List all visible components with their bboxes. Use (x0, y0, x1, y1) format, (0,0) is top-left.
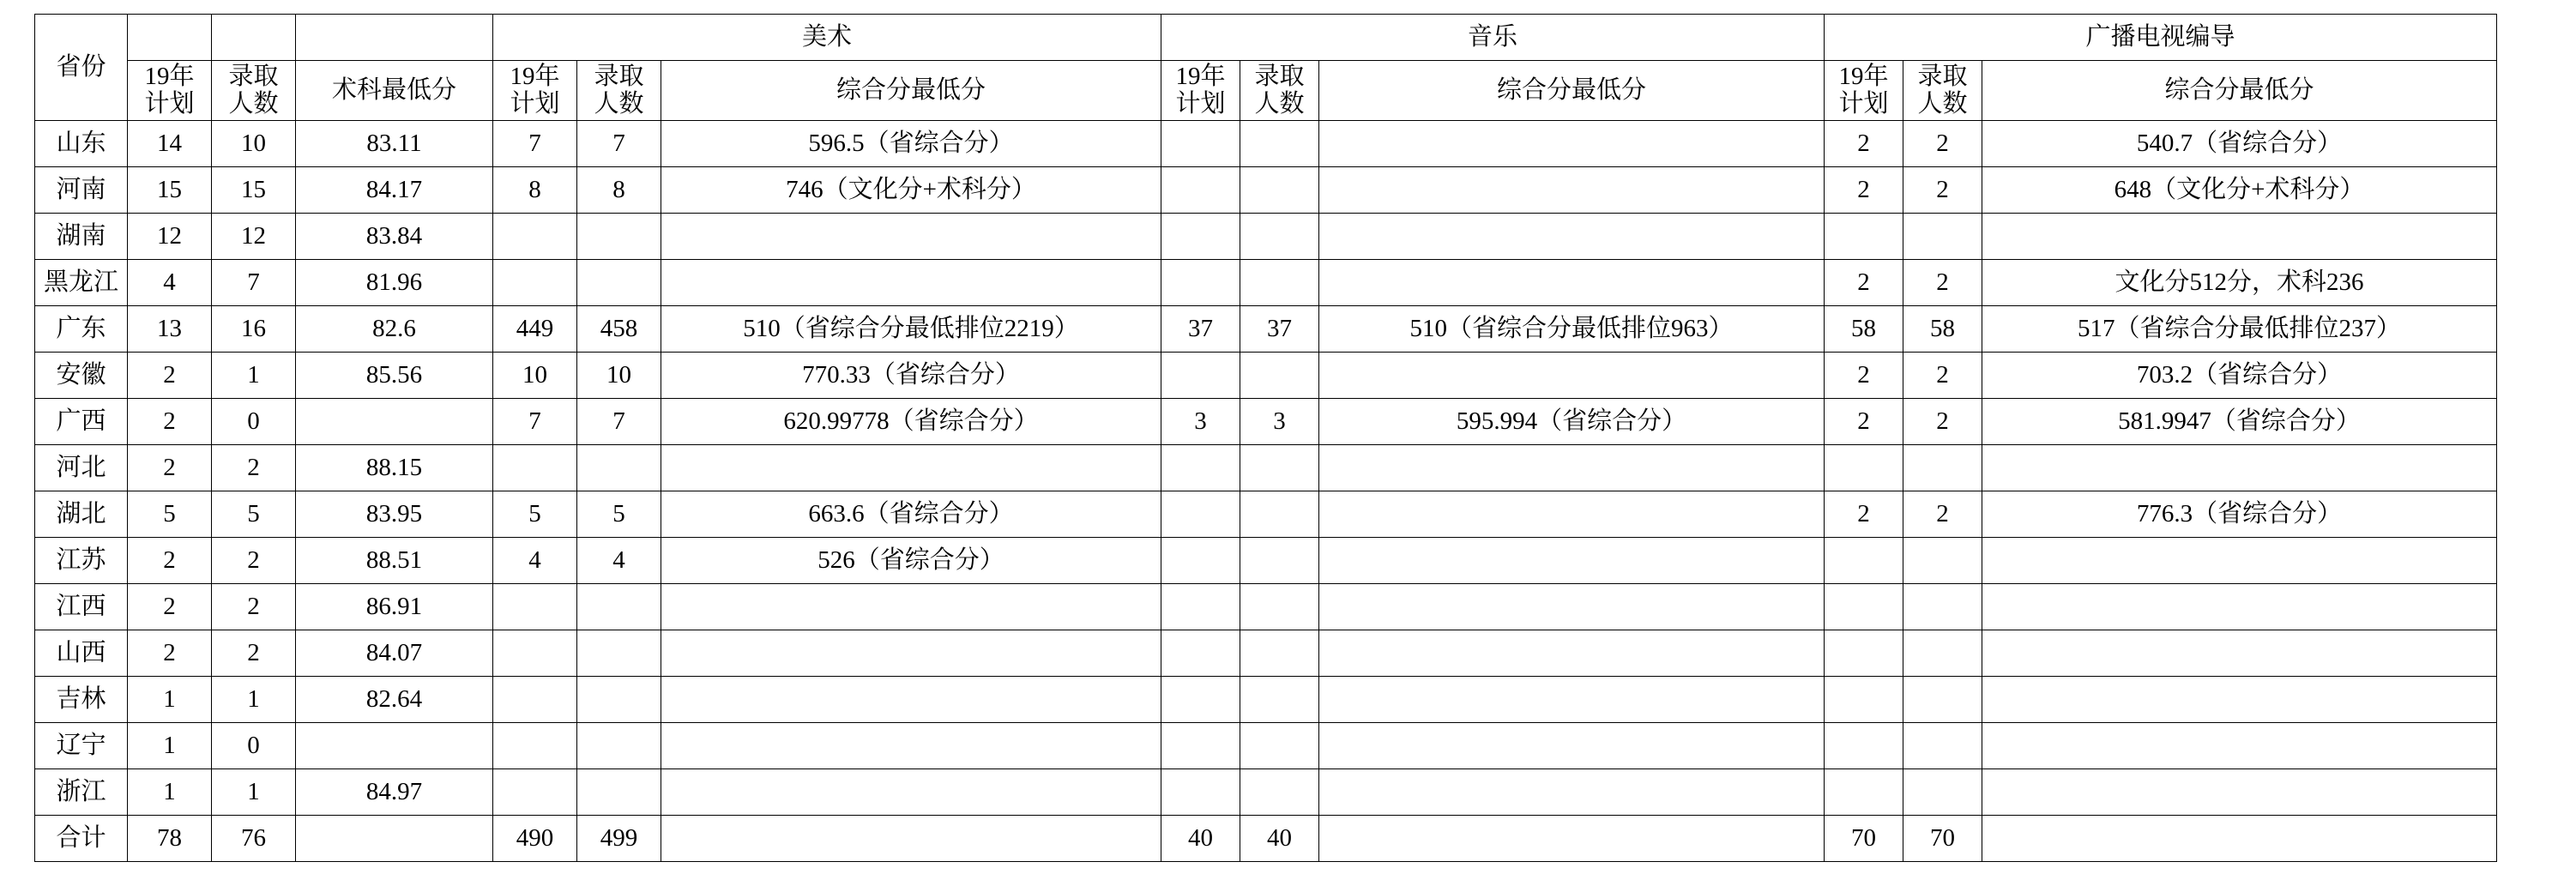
header-base-admitted (212, 61, 296, 121)
cell-music-plan (1161, 491, 1240, 537)
cell-bd-admitted (1903, 537, 1982, 583)
cell-bd-admitted: 2 (1903, 352, 1982, 398)
cell-art-plan (493, 676, 577, 722)
cell-total-art-admitted: 499 (577, 815, 661, 861)
header-art-plan-line1: 19年 (510, 63, 560, 90)
cell-art-admitted (577, 444, 661, 491)
header-blank-artmin (296, 15, 493, 61)
cell-art-score (661, 630, 1161, 676)
cell-art-admitted: 458 (577, 305, 661, 352)
cell-base-plan: 2 (128, 537, 212, 583)
cell-music-score (1319, 444, 1825, 491)
cell-music-score (1319, 166, 1825, 213)
cell-art-score: 663.6（省综合分） (661, 491, 1161, 537)
cell-art-score (661, 213, 1161, 259)
cell-province: 山东 (35, 120, 128, 166)
cell-bd-admitted (1903, 630, 1982, 676)
header-group-music: 音乐 (1161, 15, 1825, 61)
cell-music-admitted (1240, 537, 1319, 583)
cell-music-admitted (1240, 630, 1319, 676)
cell-art-admitted (577, 583, 661, 630)
cell-music-plan: 3 (1161, 398, 1240, 444)
cell-music-admitted (1240, 676, 1319, 722)
cell-base-artmin: 83.95 (296, 491, 493, 537)
cell-base-artmin: 82.64 (296, 676, 493, 722)
cell-bd-plan (1825, 537, 1903, 583)
cell-art-admitted: 4 (577, 537, 661, 583)
cell-base-admitted: 2 (212, 537, 296, 583)
table-row (35, 398, 2497, 444)
cell-music-admitted: 3 (1240, 398, 1319, 444)
cell-music-plan (1161, 537, 1240, 583)
cell-bd-plan (1825, 630, 1903, 676)
cell-base-plan: 15 (128, 166, 212, 213)
cell-bd-admitted: 58 (1903, 305, 1982, 352)
cell-music-admitted (1240, 166, 1319, 213)
cell-total-music-admitted: 40 (1240, 815, 1319, 861)
cell-bd-admitted: 2 (1903, 120, 1982, 166)
cell-music-plan (1161, 444, 1240, 491)
cell-art-plan: 7 (493, 120, 577, 166)
table-row (35, 352, 2497, 398)
header-art-admitted-line1: 录取 (594, 63, 644, 90)
cell-music-admitted (1240, 259, 1319, 305)
cell-base-plan: 2 (128, 398, 212, 444)
cell-bd-plan (1825, 768, 1903, 815)
cell-bd-score (1982, 583, 2497, 630)
cell-base-artmin: 86.91 (296, 583, 493, 630)
cell-total-label: 合计 (35, 815, 128, 861)
table-row (35, 166, 2497, 213)
cell-bd-admitted (1903, 213, 1982, 259)
cell-bd-score: 581.9947（省综合分） (1982, 398, 2497, 444)
header-sub-row (35, 61, 2497, 121)
cell-art-plan (493, 213, 577, 259)
cell-base-plan: 2 (128, 583, 212, 630)
cell-art-admitted (577, 630, 661, 676)
cell-art-admitted (577, 213, 661, 259)
cell-base-admitted: 12 (212, 213, 296, 259)
cell-province: 湖南 (35, 213, 128, 259)
cell-bd-score (1982, 722, 2497, 768)
cell-music-score (1319, 259, 1825, 305)
cell-art-score (661, 259, 1161, 305)
cell-province: 吉林 (35, 676, 128, 722)
cell-base-artmin: 85.56 (296, 352, 493, 398)
spreadsheet-sheet (0, 14, 2576, 886)
cell-music-plan (1161, 213, 1240, 259)
header-base-admitted-line1: 录取 (228, 63, 279, 90)
header-base-artmin: 术科最低分 (296, 61, 493, 121)
table-row (35, 722, 2497, 768)
header-bd-plan-line1: 19年 (1838, 63, 1889, 90)
cell-base-admitted: 1 (212, 768, 296, 815)
cell-music-admitted (1240, 722, 1319, 768)
cell-art-plan (493, 583, 577, 630)
cell-base-plan: 5 (128, 491, 212, 537)
cell-bd-admitted: 2 (1903, 491, 1982, 537)
header-base-plan-line2: 计划 (144, 90, 195, 118)
cell-base-plan: 14 (128, 120, 212, 166)
cell-art-plan: 5 (493, 491, 577, 537)
header-art-plan-line2: 计划 (510, 90, 560, 118)
cell-music-score (1319, 676, 1825, 722)
cell-base-plan: 2 (128, 630, 212, 676)
cell-music-score: 595.994（省综合分） (1319, 398, 1825, 444)
cell-art-score (661, 676, 1161, 722)
cell-total-base-artmin (296, 815, 493, 861)
cell-art-plan (493, 444, 577, 491)
cell-music-admitted (1240, 213, 1319, 259)
cell-art-score (661, 583, 1161, 630)
cell-art-plan (493, 630, 577, 676)
header-group-broadcasting: 广播电视编导 (1825, 15, 2497, 61)
cell-art-score (661, 768, 1161, 815)
cell-base-artmin: 83.11 (296, 120, 493, 166)
cell-province: 河南 (35, 166, 128, 213)
cell-art-plan (493, 259, 577, 305)
cell-music-plan (1161, 352, 1240, 398)
cell-music-admitted (1240, 120, 1319, 166)
header-blank-admitted (212, 15, 296, 61)
cell-bd-plan: 58 (1825, 305, 1903, 352)
cell-base-admitted: 0 (212, 398, 296, 444)
cell-base-plan: 1 (128, 676, 212, 722)
cell-music-plan (1161, 676, 1240, 722)
header-bd-plan (1825, 61, 1903, 121)
cell-music-plan (1161, 722, 1240, 768)
cell-province: 湖北 (35, 491, 128, 537)
cell-bd-plan: 2 (1825, 398, 1903, 444)
cell-base-admitted: 10 (212, 120, 296, 166)
cell-art-plan: 8 (493, 166, 577, 213)
header-province: 省份 (35, 15, 128, 121)
header-music-plan (1161, 61, 1240, 121)
cell-base-plan: 2 (128, 444, 212, 491)
cell-music-score (1319, 630, 1825, 676)
cell-bd-score (1982, 768, 2497, 815)
cell-base-plan: 12 (128, 213, 212, 259)
cell-bd-score: 703.2（省综合分） (1982, 352, 2497, 398)
cell-art-score: 596.5（省综合分） (661, 120, 1161, 166)
cell-province: 山西 (35, 630, 128, 676)
header-group-row (35, 15, 2497, 61)
cell-base-admitted: 16 (212, 305, 296, 352)
cell-province: 黑龙江 (35, 259, 128, 305)
header-music-admitted (1240, 61, 1319, 121)
cell-music-plan (1161, 768, 1240, 815)
table-row (35, 444, 2497, 491)
header-music-admitted-line1: 录取 (1254, 63, 1305, 90)
cell-art-admitted: 8 (577, 166, 661, 213)
cell-bd-admitted (1903, 722, 1982, 768)
cell-bd-score (1982, 444, 2497, 491)
cell-base-admitted: 15 (212, 166, 296, 213)
header-blank-plan (128, 15, 212, 61)
cell-base-artmin: 81.96 (296, 259, 493, 305)
cell-art-plan: 4 (493, 537, 577, 583)
cell-music-plan (1161, 630, 1240, 676)
cell-bd-score: 776.3（省综合分） (1982, 491, 2497, 537)
header-music-plan-line1: 19年 (1175, 63, 1226, 90)
table-row (35, 259, 2497, 305)
header-art-admitted-line2: 人数 (594, 90, 644, 118)
cell-music-score (1319, 213, 1825, 259)
cell-music-admitted: 37 (1240, 305, 1319, 352)
cell-art-plan (493, 768, 577, 815)
table-row (35, 768, 2497, 815)
cell-bd-admitted (1903, 444, 1982, 491)
cell-base-plan: 1 (128, 768, 212, 815)
header-group-fine-arts: 美术 (493, 15, 1161, 61)
cell-bd-admitted (1903, 583, 1982, 630)
cell-province: 广东 (35, 305, 128, 352)
cell-art-score (661, 722, 1161, 768)
cell-base-artmin: 88.51 (296, 537, 493, 583)
header-music-comprehensive: 综合分最低分 (1319, 61, 1825, 121)
cell-base-artmin: 84.17 (296, 166, 493, 213)
cell-music-admitted (1240, 583, 1319, 630)
cell-art-score: 510（省综合分最低排位2219） (661, 305, 1161, 352)
cell-bd-plan (1825, 213, 1903, 259)
table-total-row (35, 815, 2497, 861)
cell-base-plan: 2 (128, 352, 212, 398)
cell-art-score: 526（省综合分） (661, 537, 1161, 583)
cell-music-score (1319, 537, 1825, 583)
cell-art-plan (493, 722, 577, 768)
cell-art-plan: 449 (493, 305, 577, 352)
header-bd-admitted-line2: 人数 (1917, 90, 1968, 118)
table-row (35, 676, 2497, 722)
cell-art-admitted: 7 (577, 398, 661, 444)
table-row (35, 213, 2497, 259)
cell-bd-plan (1825, 583, 1903, 630)
cell-art-admitted (577, 722, 661, 768)
cell-music-plan (1161, 259, 1240, 305)
table-row (35, 583, 2497, 630)
cell-art-admitted (577, 768, 661, 815)
cell-bd-plan (1825, 722, 1903, 768)
cell-province: 江苏 (35, 537, 128, 583)
cell-art-score: 770.33（省综合分） (661, 352, 1161, 398)
cell-music-plan: 37 (1161, 305, 1240, 352)
cell-base-admitted: 0 (212, 722, 296, 768)
cell-total-bd-score (1982, 815, 2497, 861)
cell-bd-plan: 2 (1825, 120, 1903, 166)
cell-base-plan: 13 (128, 305, 212, 352)
table-row (35, 630, 2497, 676)
header-music-admitted-line2: 人数 (1254, 90, 1305, 118)
cell-total-bd-plan: 70 (1825, 815, 1903, 861)
cell-base-admitted: 7 (212, 259, 296, 305)
cell-bd-plan: 2 (1825, 491, 1903, 537)
cell-art-admitted (577, 259, 661, 305)
cell-bd-plan (1825, 444, 1903, 491)
cell-total-music-score (1319, 815, 1825, 861)
header-base-plan-line1: 19年 (144, 63, 195, 90)
cell-music-score (1319, 722, 1825, 768)
cell-art-admitted: 10 (577, 352, 661, 398)
header-art-admitted (577, 61, 661, 121)
cell-art-admitted: 7 (577, 120, 661, 166)
header-bd-admitted-line1: 录取 (1917, 63, 1968, 90)
cell-base-admitted: 1 (212, 676, 296, 722)
cell-music-score (1319, 120, 1825, 166)
cell-base-artmin (296, 722, 493, 768)
header-bd-admitted (1903, 61, 1982, 121)
cell-bd-admitted (1903, 676, 1982, 722)
cell-art-admitted: 5 (577, 491, 661, 537)
cell-bd-score (1982, 537, 2497, 583)
cell-total-art-score (661, 815, 1161, 861)
cell-bd-admitted: 2 (1903, 259, 1982, 305)
cell-music-score (1319, 352, 1825, 398)
cell-base-artmin (296, 398, 493, 444)
cell-music-admitted (1240, 352, 1319, 398)
cell-music-plan (1161, 166, 1240, 213)
header-base-plan (128, 61, 212, 121)
table-row (35, 120, 2497, 166)
cell-bd-plan: 2 (1825, 259, 1903, 305)
cell-music-score (1319, 491, 1825, 537)
cell-base-admitted: 2 (212, 583, 296, 630)
header-base-admitted-line2: 人数 (228, 90, 279, 118)
cell-province: 安徽 (35, 352, 128, 398)
cell-base-admitted: 2 (212, 444, 296, 491)
cell-province: 广西 (35, 398, 128, 444)
cell-art-score: 746（文化分+术科分） (661, 166, 1161, 213)
cell-bd-score (1982, 630, 2497, 676)
cell-bd-admitted: 2 (1903, 398, 1982, 444)
cell-music-plan (1161, 120, 1240, 166)
cell-base-artmin: 84.97 (296, 768, 493, 815)
cell-total-bd-admitted: 70 (1903, 815, 1982, 861)
cell-bd-score (1982, 676, 2497, 722)
table-row (35, 305, 2497, 352)
table-row (35, 537, 2497, 583)
cell-base-plan: 1 (128, 722, 212, 768)
cell-bd-plan: 2 (1825, 166, 1903, 213)
cell-base-admitted: 2 (212, 630, 296, 676)
header-bd-comprehensive: 综合分最低分 (1982, 61, 2497, 121)
cell-total-base-plan: 78 (128, 815, 212, 861)
cell-music-score: 510（省综合分最低排位963） (1319, 305, 1825, 352)
admissions-table (34, 14, 2497, 862)
cell-music-admitted (1240, 491, 1319, 537)
cell-base-artmin: 84.07 (296, 630, 493, 676)
cell-art-score: 620.99778（省综合分） (661, 398, 1161, 444)
cell-province: 浙江 (35, 768, 128, 815)
cell-bd-score: 517（省综合分最低排位237） (1982, 305, 2497, 352)
cell-bd-score: 648（文化分+术科分） (1982, 166, 2497, 213)
cell-art-score (661, 444, 1161, 491)
cell-bd-admitted: 2 (1903, 166, 1982, 213)
cell-bd-score: 文化分512分，术科236 (1982, 259, 2497, 305)
cell-bd-plan: 2 (1825, 352, 1903, 398)
cell-base-admitted: 1 (212, 352, 296, 398)
cell-province: 江西 (35, 583, 128, 630)
cell-bd-admitted (1903, 768, 1982, 815)
table-header (35, 15, 2497, 121)
cell-province: 辽宁 (35, 722, 128, 768)
header-art-plan (493, 61, 577, 121)
cell-bd-score: 540.7（省综合分） (1982, 120, 2497, 166)
cell-music-admitted (1240, 768, 1319, 815)
cell-total-base-admitted: 76 (212, 815, 296, 861)
cell-total-music-plan: 40 (1161, 815, 1240, 861)
cell-bd-plan (1825, 676, 1903, 722)
cell-music-score (1319, 768, 1825, 815)
cell-total-art-plan: 490 (493, 815, 577, 861)
header-music-plan-line2: 计划 (1175, 90, 1226, 118)
cell-bd-score (1982, 213, 2497, 259)
cell-art-plan: 10 (493, 352, 577, 398)
table-body (35, 120, 2497, 861)
header-bd-plan-line2: 计划 (1838, 90, 1889, 118)
cell-province: 河北 (35, 444, 128, 491)
cell-base-admitted: 5 (212, 491, 296, 537)
cell-music-score (1319, 583, 1825, 630)
cell-base-artmin: 83.84 (296, 213, 493, 259)
cell-art-plan: 7 (493, 398, 577, 444)
table-row (35, 491, 2497, 537)
cell-base-artmin: 88.15 (296, 444, 493, 491)
cell-music-plan (1161, 583, 1240, 630)
cell-music-admitted (1240, 444, 1319, 491)
cell-base-artmin: 82.6 (296, 305, 493, 352)
header-art-comprehensive: 综合分最低分 (661, 61, 1161, 121)
cell-base-plan: 4 (128, 259, 212, 305)
cell-art-admitted (577, 676, 661, 722)
